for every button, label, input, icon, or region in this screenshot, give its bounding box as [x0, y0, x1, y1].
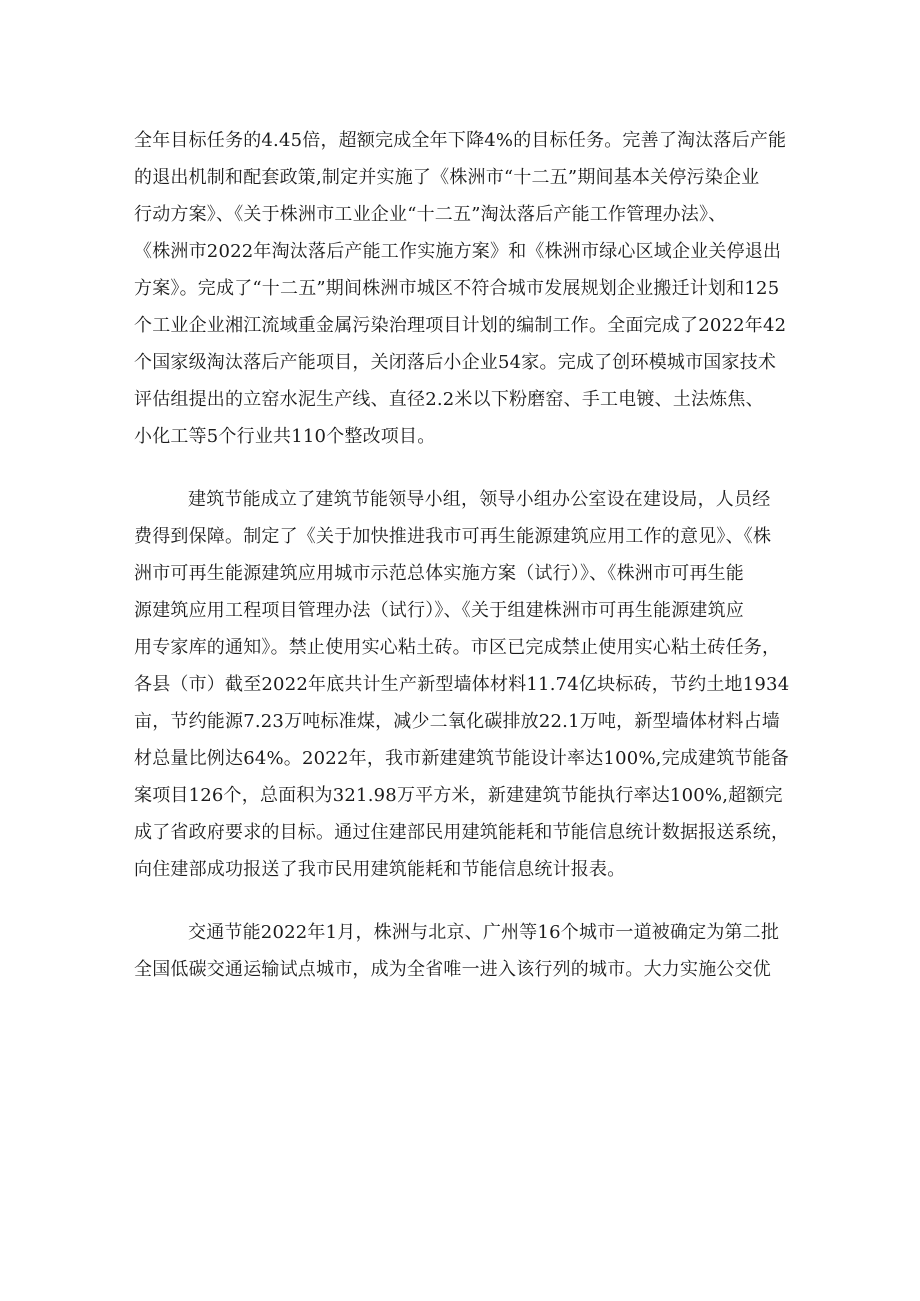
text-line: 费得到保障。制定了《关于加快推进我市可再生能源建筑应用工作的意见》、《株: [134, 526, 772, 547]
text-line: 用专家库的通知》。禁止使用实心粘土砖。市区已完成禁止使用实心粘土砖任务，: [134, 637, 781, 658]
text-line: 洲市可再生能源建筑应用城市示范总体实施方案（试行）》、《株洲市可再生能: [134, 563, 744, 584]
text-line: 小化工等5个行业共110个整改项目。: [134, 426, 436, 447]
text-line: 全年目标任务的4.45倍，超额完成全年下降4%的目标任务。完善了淘汰落后产能: [134, 130, 787, 151]
paragraph-spacer: [134, 455, 794, 481]
paragraph-industrial-energy-saving: [134, 122, 794, 455]
paragraph-transport-energy-saving: [134, 914, 794, 988]
text-line: 《株洲市2022年淘汰落后产能工作实施方案》和《株洲市绿心区域企业关停退出: [134, 241, 782, 262]
text-line: 材总量比例达64%。2022年，我市新建建筑节能设计率达100%,完成建筑节能备: [134, 748, 789, 769]
text-line: 个国家级淘汰落后产能项目，关闭落后小企业54家。完成了创环模城市国家技术: [134, 352, 777, 373]
paragraph-building-energy-saving: [134, 481, 794, 888]
text-line: 的退出机制和配套政策,制定并实施了《株洲市“十二五”期间基本关停污染企业: [134, 167, 760, 188]
text-line: 成了省政府要求的目标。通过住建部民用建筑能耗和节能信息统计数据报送系统，: [134, 822, 790, 843]
text-line: 全国低碳交通运输试点城市，成为全省唯一进入该行列的城市。大力实施公交优: [134, 959, 771, 980]
text-line: 案项目126个，总面积为321.98万平方米，新建建筑节能执行率达100%,超额完: [134, 785, 783, 806]
paragraph-spacer: [134, 888, 794, 914]
text-line: 行动方案》、《关于株洲市工业企业“十二五”淘汰落后产能工作管理办法》、: [134, 204, 727, 225]
text-line: 建筑节能成立了建筑节能领导小组，领导小组办公室设在建设局，人员经: [188, 489, 771, 510]
text-line: 亩，节约能源7.23万吨标准煤，减少二氧化碳排放22.1万吨，新型墙体材料占墙: [134, 711, 780, 732]
text-line: 方案》。完成了“十二五”期间株洲市城区不符合城市发展规划企业搬迁计划和125: [134, 278, 780, 299]
text-line: 评估组提出的立窑水泥生产线、直径2.2米以下粉磨窑、手工电镀、土法炼焦、: [134, 389, 764, 410]
text-line: 向住建部成功报送了我市民用建筑能耗和节能信息统计报表。: [134, 859, 626, 880]
text-line: 交通节能2022年1月，株洲与北京、广州等16个城市一道被确定为第二批: [188, 922, 780, 943]
text-line: 个工业企业湘江流域重金属污染治理项目计划的编制工作。全面完成了2022年42: [134, 315, 787, 336]
text-line: 源建筑应用工程项目管理办法（试行）》、《关于组建株洲市可再生能源建筑应: [134, 600, 744, 621]
document-body: [134, 122, 794, 988]
text-line: 各县（市）截至2022年底共计生产新型墙体材料11.74亿块标砖，节约土地1934: [134, 674, 790, 695]
